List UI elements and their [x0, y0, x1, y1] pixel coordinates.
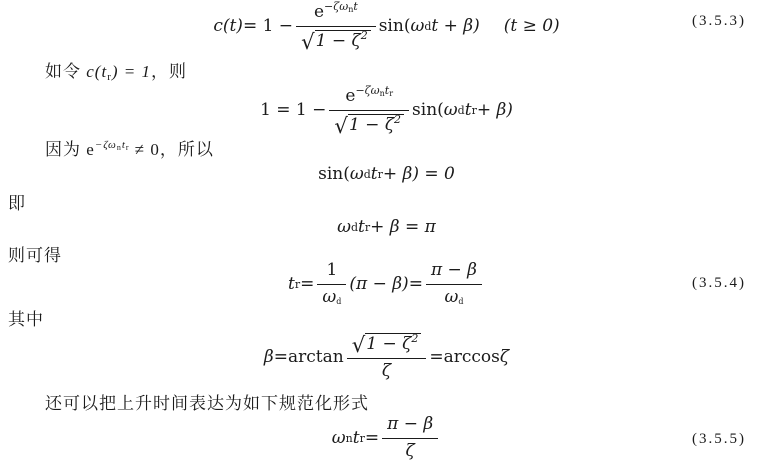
math-token: 2 — [411, 332, 419, 346]
math-token: d — [424, 19, 432, 33]
math-token: = 1 − — [242, 16, 294, 36]
equation-substituted — [0, 84, 773, 139]
fraction-denominator — [426, 285, 482, 308]
math-token: c(t) — [213, 16, 243, 36]
math-token: d — [363, 167, 371, 181]
math-token: = — [408, 274, 423, 294]
math-token: r — [377, 167, 383, 181]
fraction — [296, 0, 376, 55]
math-token: 1 − ζ — [315, 30, 361, 51]
fraction-numerator — [347, 332, 427, 358]
math-token: sin( — [318, 164, 350, 184]
exponent — [355, 84, 393, 97]
math-token: t — [288, 274, 295, 294]
paragraph-let-intro — [45, 57, 187, 83]
math-token: −ζω — [355, 84, 380, 98]
fraction-denominator — [296, 27, 376, 55]
math-token: 1 — [326, 260, 338, 281]
math-token: ζ — [499, 347, 510, 367]
math-token: ζ — [405, 440, 415, 461]
equation-number-353: (3.5.3) — [692, 13, 746, 29]
math-token: ω — [349, 164, 364, 184]
math-token: r — [364, 220, 371, 234]
text: 则可得 — [8, 246, 62, 265]
text: ，则 — [151, 62, 187, 81]
equation-number-355: (3.5.5) — [692, 431, 746, 447]
math-token: d — [458, 296, 464, 306]
math-token: e — [345, 86, 356, 107]
text: 还可以把上升时间表达为如下规范化形式 — [45, 394, 369, 413]
text: 即 — [8, 194, 26, 213]
fraction-numerator — [382, 414, 438, 438]
math-token: = — [300, 274, 315, 294]
math-token: ) = 1 — [111, 62, 151, 81]
radical-icon: √ — [351, 333, 366, 359]
math-token: r — [389, 89, 394, 99]
paragraph-where — [8, 305, 44, 330]
equation-normalized — [0, 414, 773, 462]
text: 因为 — [45, 140, 87, 159]
math-token: r — [471, 103, 477, 117]
square-root — [301, 28, 371, 55]
math-token: n — [348, 5, 354, 15]
math-token: 2 — [394, 112, 402, 126]
equation-sine-zero — [0, 161, 773, 187]
math-token: t — [353, 0, 358, 14]
math-token: ω — [337, 217, 351, 237]
math-token: sin( — [412, 100, 444, 120]
text: ≠ 0，所以 — [129, 140, 214, 159]
math-token: t — [370, 164, 378, 184]
math-token: d — [336, 296, 342, 306]
math-token: ω — [443, 100, 458, 120]
math-token: t — [464, 100, 472, 120]
math-token: ω — [410, 16, 425, 36]
equation-beta-definition — [0, 329, 773, 385]
paragraph-normalized-note — [45, 389, 369, 414]
math-token: = — [364, 428, 380, 448]
text: 如令 — [45, 62, 87, 81]
math-token: π − β — [387, 414, 434, 435]
equation-number-354: (3.5.4) — [692, 275, 746, 291]
math-token: + β) = 0 — [382, 164, 455, 184]
math-token: π − β — [430, 260, 477, 281]
math-token: e — [313, 2, 325, 23]
text: 其中 — [8, 310, 44, 329]
math-token: (π − β) — [349, 274, 409, 294]
fraction-denominator — [329, 111, 409, 139]
math-token: sin( — [378, 16, 411, 36]
math-token: + β = π — [370, 217, 436, 237]
square-root — [334, 112, 404, 139]
fraction — [329, 84, 409, 139]
math-token: ω — [331, 428, 346, 448]
fraction-denominator — [317, 285, 346, 308]
math-token: r — [359, 431, 365, 445]
fraction — [317, 260, 346, 308]
math-token: r — [125, 143, 130, 152]
fraction-denominator — [347, 359, 427, 382]
math-token: t — [384, 84, 390, 98]
equation-step-response — [0, 0, 773, 55]
radical-icon: √ — [334, 113, 348, 139]
math-token: ω — [444, 286, 459, 307]
math-token: n — [116, 143, 122, 152]
math-token: t + β) — [431, 16, 480, 36]
math-token: = — [429, 347, 444, 367]
math-token: d — [351, 220, 359, 234]
math-token: e — [86, 140, 95, 159]
math-token: 2 — [360, 28, 368, 42]
radicand — [348, 114, 404, 135]
math-token: n — [345, 431, 353, 445]
math-token: r — [107, 71, 112, 83]
math-token: (t ≥ 0) — [503, 16, 560, 36]
math-token: −ζω — [324, 0, 349, 14]
radicand — [365, 333, 421, 354]
fraction-numerator — [426, 260, 482, 284]
math-token: t — [121, 139, 126, 151]
equation-rise-time — [0, 260, 773, 307]
fraction — [426, 260, 482, 308]
math-token: arctan — [288, 347, 344, 367]
math-token: d — [457, 103, 465, 117]
paragraph-because — [45, 135, 214, 160]
math-token: = — [273, 347, 288, 367]
math-token: + β) — [476, 100, 513, 120]
fraction-numerator — [317, 260, 346, 284]
paragraph-that-is — [8, 189, 26, 214]
math-token: n — [379, 89, 385, 99]
radicand — [315, 30, 371, 51]
math-token: arccos — [443, 347, 500, 367]
fraction — [347, 332, 427, 382]
math-token: c(t — [86, 62, 108, 81]
fraction-numerator — [329, 84, 409, 110]
math-token: ζ — [381, 360, 392, 381]
math-token: r — [294, 277, 301, 291]
fraction — [382, 414, 438, 462]
math-token: t — [358, 217, 365, 237]
fraction-denominator — [382, 439, 438, 462]
math-token: 1 = 1 − — [260, 100, 327, 120]
math-token: 1 − ζ — [366, 334, 412, 355]
math-token: 1 − ζ — [348, 114, 395, 135]
math-token: β — [263, 347, 274, 367]
equation-phase-pi — [0, 214, 773, 240]
radical-icon: √ — [301, 29, 315, 55]
square-root — [351, 332, 422, 359]
math-token: t — [352, 428, 360, 448]
math-token: −ζω — [94, 139, 117, 151]
math-token: ω — [322, 286, 337, 307]
exponent — [95, 139, 130, 151]
exponent — [324, 0, 358, 13]
fraction-numerator — [296, 0, 376, 26]
